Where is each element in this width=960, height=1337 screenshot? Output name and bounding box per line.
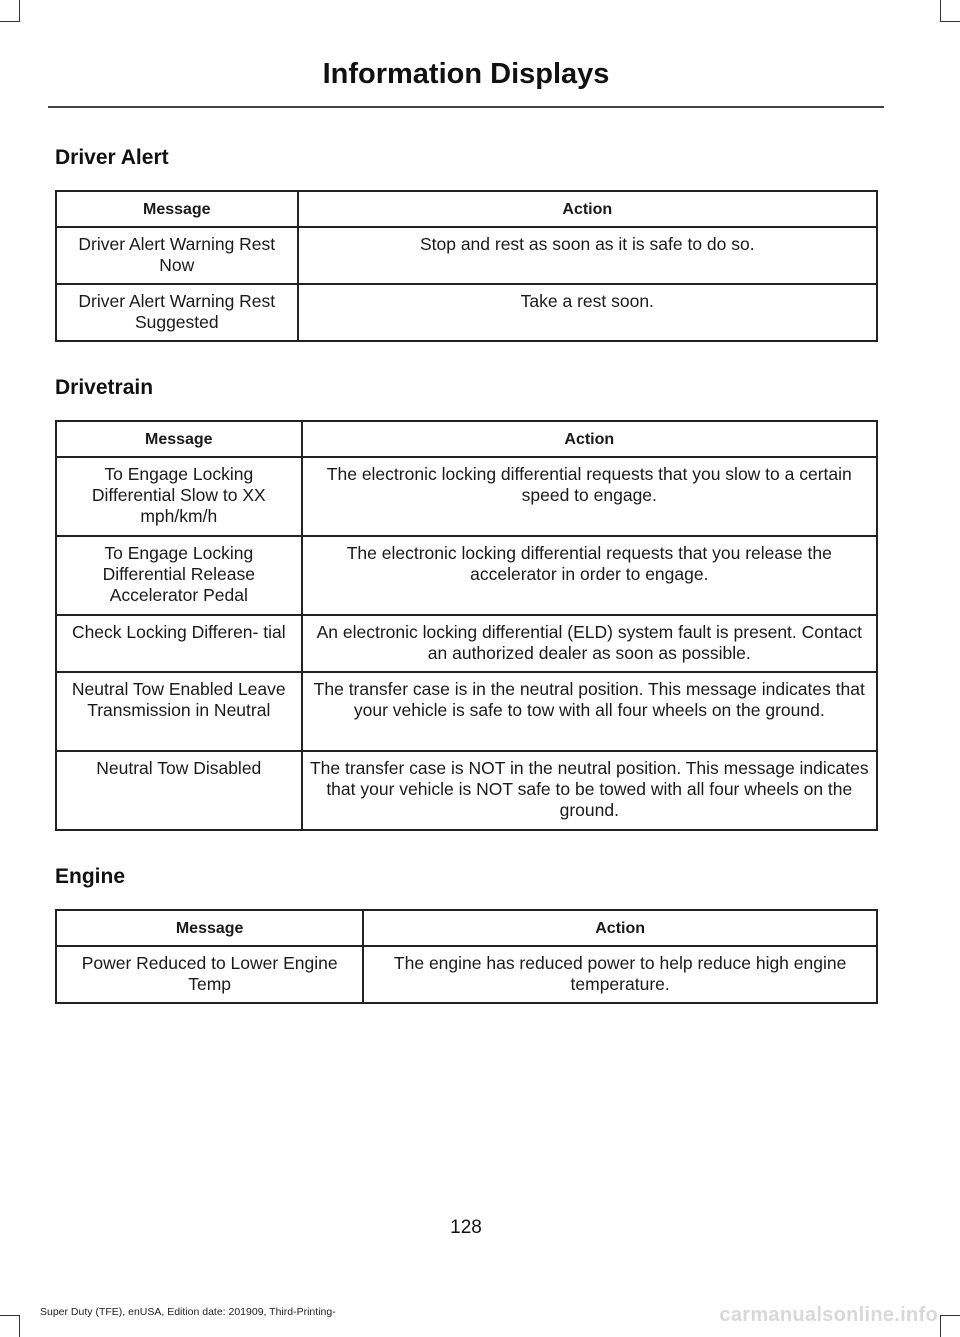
table-row — [56, 672, 877, 751]
message-cell: Neutral Tow Enabled Leave Transmission in Neutral — [56, 672, 302, 751]
action-cell: Take a rest soon. — [298, 284, 877, 341]
column-header-message: Message — [56, 910, 363, 946]
crop-mark-bottom-left-v — [19, 1315, 20, 1337]
crop-mark-bottom-right-v — [940, 1315, 941, 1337]
action-cell: An electronic locking differential (ELD) system fault is present. Contact an authorized dealer as soon as possible. — [302, 615, 877, 672]
section-title-driver-alert: Driver Alert — [55, 146, 169, 169]
column-header-message: Message — [56, 191, 298, 227]
message-cell: Check Locking Differen- tial — [56, 615, 302, 672]
watermark: carmanualsonline.info — [719, 1304, 938, 1326]
table-row — [56, 751, 877, 830]
action-cell: The electronic locking differential requests that you slow to a certain speed to engage. — [302, 457, 877, 536]
crop-mark-top-left-h — [0, 21, 20, 22]
column-header-message: Message — [56, 421, 302, 457]
table-row — [56, 227, 877, 284]
table-row — [56, 457, 877, 536]
message-cell: Driver Alert Warning Rest Now — [56, 227, 298, 284]
action-cell: The transfer case is in the neutral position. This message indicates that your vehicle is safe to tow with all four wheels on the ground. — [302, 672, 877, 751]
table-header-row — [56, 910, 877, 946]
column-header-action: Action — [302, 421, 877, 457]
edition-footer: Super Duty (TFE), enUSA, Edition date: 201909, Third-Printing- — [40, 1306, 336, 1318]
action-cell: Stop and rest as soon as it is safe to do so. — [298, 227, 877, 284]
table-row — [56, 536, 877, 615]
crop-mark-top-left-v — [19, 0, 20, 22]
table-header-row — [56, 191, 877, 227]
message-cell: To Engage Locking Differential Release Accelerator Pedal — [56, 536, 302, 615]
crop-mark-bottom-right-h — [940, 1315, 960, 1316]
crop-mark-bottom-left-h — [0, 1315, 20, 1316]
crop-mark-top-right-v — [940, 0, 941, 22]
engine-table — [55, 909, 878, 1004]
action-cell: The engine has reduced power to help reduce high engine temperature. — [363, 946, 877, 1003]
drivetrain-table — [55, 420, 878, 831]
driver-alert-table — [55, 190, 878, 342]
column-header-action: Action — [363, 910, 877, 946]
section-title-drivetrain: Drivetrain — [55, 376, 154, 399]
message-cell: To Engage Locking Differential Slow to XX mph/km/h — [56, 457, 302, 536]
column-header-action: Action — [298, 191, 877, 227]
header-divider — [48, 106, 884, 108]
table-row — [56, 284, 877, 341]
message-cell: Power Reduced to Lower Engine Temp — [56, 946, 363, 1003]
message-cell: Neutral Tow Disabled — [56, 751, 302, 830]
action-cell: The transfer case is NOT in the neutral position. This message indicates that your vehicle is NOT safe to be towed with all four wheels on the ground. — [302, 751, 877, 830]
crop-mark-top-right-h — [940, 21, 960, 22]
page-number: 128 — [450, 1217, 482, 1238]
table-header-row — [56, 421, 877, 457]
message-cell: Driver Alert Warning Rest Suggested — [56, 284, 298, 341]
table-row — [56, 946, 877, 1003]
table-row — [56, 615, 877, 672]
action-cell: The electronic locking differential requests that you release the accelerator in order to engage. — [302, 536, 877, 615]
page-title: Information Displays — [322, 58, 610, 90]
section-title-engine: Engine — [55, 865, 126, 888]
